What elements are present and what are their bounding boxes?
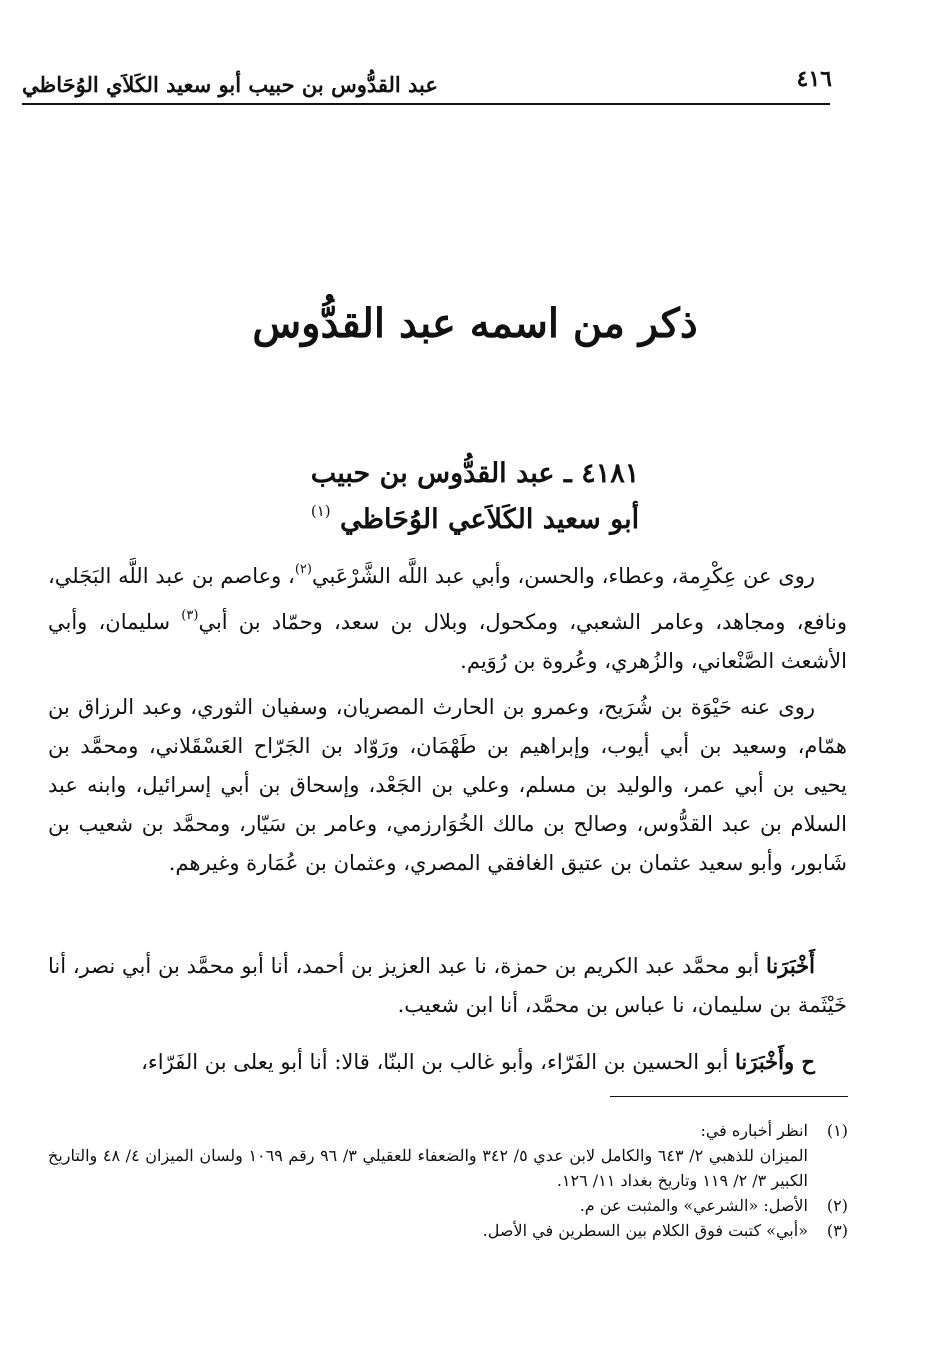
paragraph-text: ، وعاصم بن عبد اللَّه البَجَلي، ونافع، ومجاهد، وعامر الشعبي، ومكحول، وبلال بن سعد، وحمّاد بن أبي xyxy=(48,564,847,634)
footnote-number: (١) xyxy=(826,1121,848,1140)
footnote-text: الأصل: «الشرعي» والمثبت عن م. xyxy=(579,1196,808,1215)
footnotes xyxy=(48,1118,848,1243)
footnote-separator xyxy=(610,1096,848,1097)
footnote-text: «أبي» كتبت فوق الكلام بين السطرين في الأصل. xyxy=(482,1221,808,1240)
page-number: ٤١٦ xyxy=(796,66,832,92)
paragraph-text: روى عنه حَيْوَة بن شُرَيح، وعمرو بن الحارث المصريان، وسفيان الثوري، وعبد الرزاق بن همّام، وسعيد بن أبي أيوب، وإبراهيم بن طَهْمَان، ورَوّاد بن الجَرّاح العَسْقَلاني، ومحمَّد بن يحيى بن أبي عمر، والوليد بن مسلم، وعلي بن الجَعْد، وإسحاق بن أبي إسرائيل، وابنه عبد السلام بن عبد القدُّوس، وصالح بن مالك الخُوَارزمي، وعامر بن سَيّار، ومحمَّد بن شعيب بن شَابور، وأبو سعيد عثمان بن عتيق الغافقي المصري، وعثمان بن عُمَارة وغيرهم. xyxy=(48,695,847,875)
running-title: عبد القدُّوس بن حبيب أبو سعيد الكَلاَي الوُحَاظي xyxy=(22,72,438,97)
paragraph-isnad-2 xyxy=(48,1042,847,1082)
footnote-2 xyxy=(48,1193,848,1218)
footnote-ref-2: (٢) xyxy=(294,562,312,577)
footnote-number: (٢) xyxy=(826,1196,848,1215)
entry-title-line1: ٤١٨١ ـ عبد القدُّوس بن حبيب xyxy=(310,458,640,489)
page-header xyxy=(22,62,832,106)
paragraph-narrators-from xyxy=(48,550,847,681)
footnote-text: انظر أخباره في: xyxy=(700,1121,808,1140)
akhbarana-lead: ح وأَخْبَرَنا xyxy=(735,1049,815,1074)
paragraph-text: سليمان، وأبي الأشعث الصَّنْعاني، والزُهري، وعُروة بن رُوَيم. xyxy=(48,610,847,673)
footnote-1 xyxy=(48,1118,848,1143)
footnote-ref-1: (١) xyxy=(310,502,331,520)
footnote-ref-3: (٣) xyxy=(181,608,199,623)
paragraph-text: أبو الحسين بن الفَرّاء، وأبو غالب بن البنّا، قالا: أنا أبو يعلى بن الفَرّاء، xyxy=(141,1050,735,1074)
akhbarana-lead: أَخْبَرَنا xyxy=(766,953,815,978)
entry-title-line2 xyxy=(0,502,950,535)
footnote-1-sources: الميزان للذهبي ٢/ ٦٤٣ والكامل لابن عدي ٥/ ٣٤٢ والضعفاء للعقيلي ٣/ ٩٦ رقم ١٠٦٩ ولسان الميزان ٤/ ٤٨ والتاريخ الكبير ٣/ ٢/ ١١٩ وتاريخ بغداد ١١/ ١٢٦. xyxy=(48,1146,809,1190)
paragraph-text: أبو محمَّد عبد الكريم بن حمزة، نا عبد العزيز بن أحمد، أنا أبو محمَّد بن أبي نصر، أنا خَيْثَمة بن سليمان، نا عباس بن محمَّد، أنا ابن شعيب. xyxy=(48,954,847,1017)
footnote-number: (٣) xyxy=(826,1221,848,1240)
paragraph-text: روى عن عِكْرِمة، وعطاء، والحسن، وأبي عبد اللَّه الشَّرْعَبي xyxy=(311,564,815,588)
entry-title-text: أبو سعيد الكَلاَعي الوُحَاظي xyxy=(340,504,640,535)
header-rule xyxy=(22,103,830,105)
footnote-3 xyxy=(48,1218,848,1243)
section-title: ذكر من اسمه عبد القدُّوس xyxy=(252,300,698,347)
paragraph-narrators-to xyxy=(48,688,847,883)
paragraph-isnad-1 xyxy=(48,946,847,1025)
